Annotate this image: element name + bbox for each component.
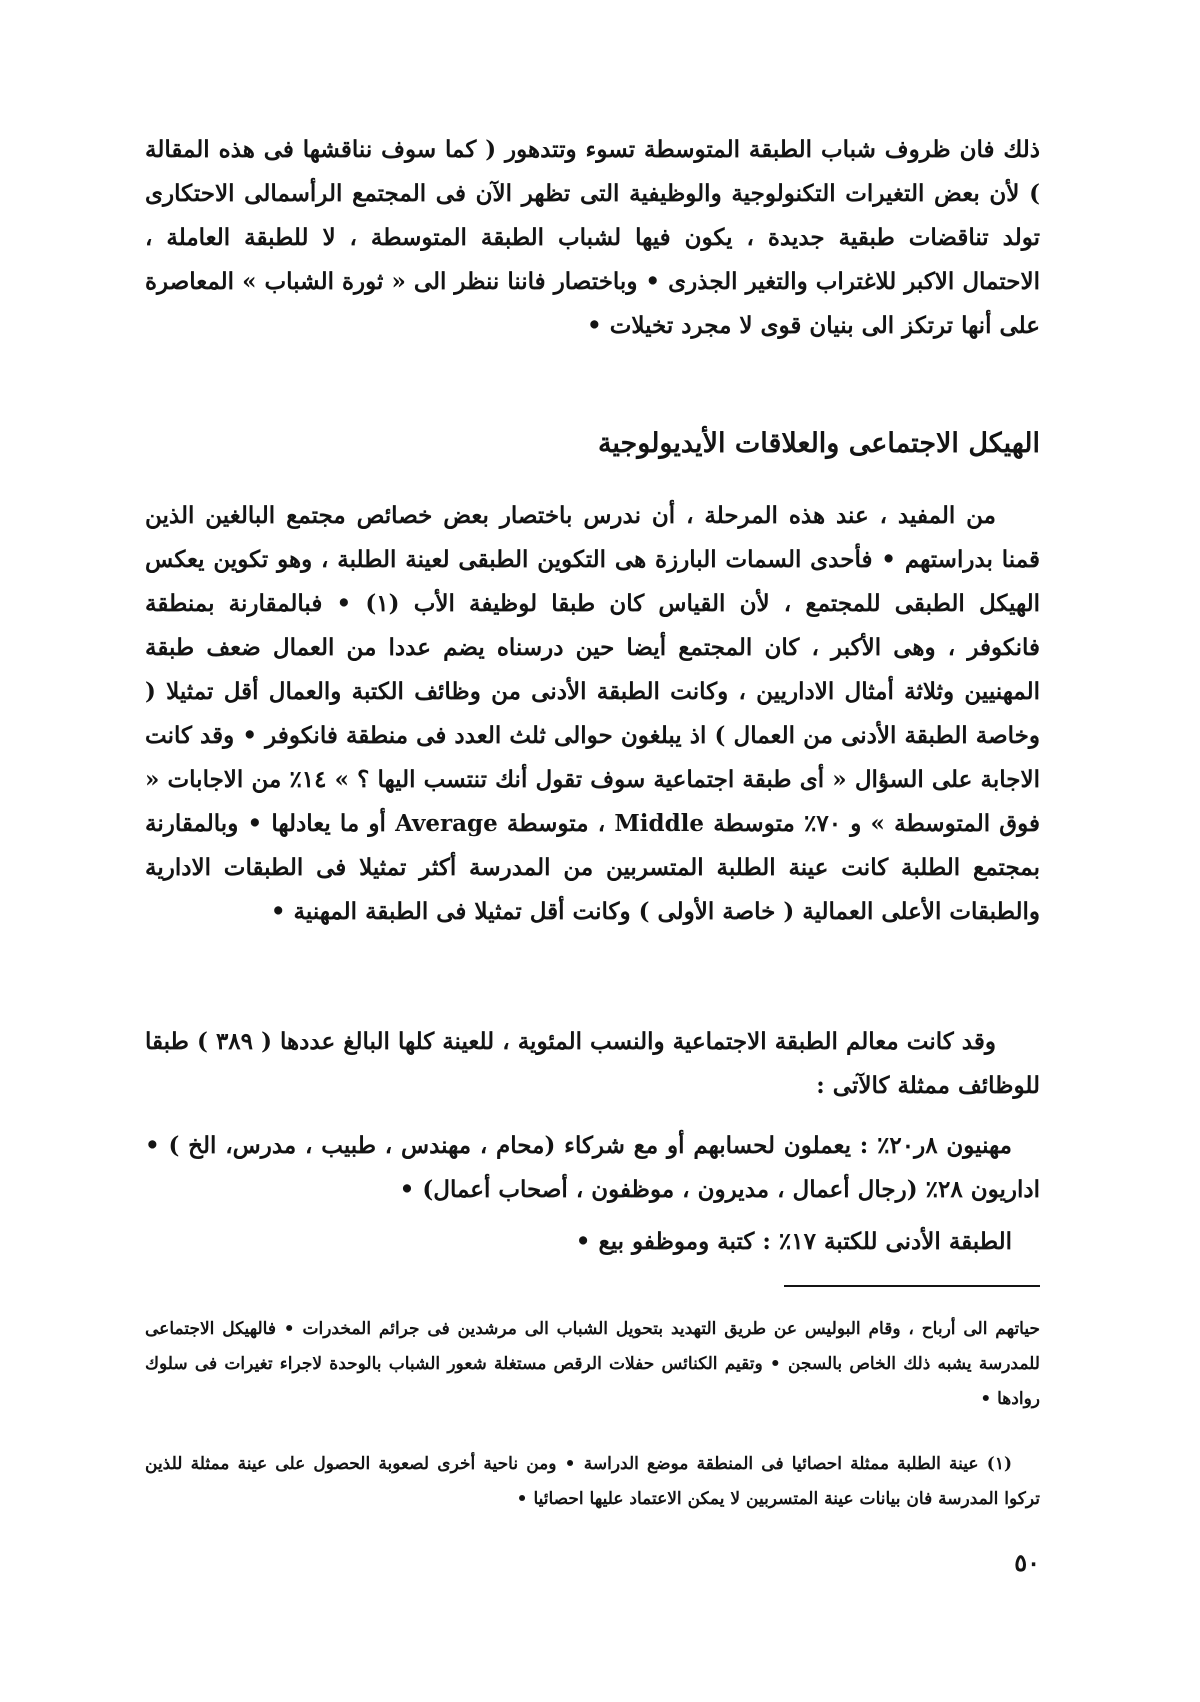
- paragraph-class-features: وقد كانت معالم الطبقة الاجتماعية والنسب المئوية ، للعينة كلها البالغ عددها ( ٣٨٩ ) طبقا للوظائف ممثلة كالآتى :: [145, 1028, 1040, 1099]
- list-item-lower-class: الطبقة الأدنى للكتبة ١٧٪ : كتبة وموظفو بيع •: [575, 1228, 1012, 1255]
- page-number: ٥٠: [1014, 1548, 1040, 1577]
- footnote-1: (١) عينة الطلبة ممثلة احصائيا فى المنطقة موضع الدراسة • ومن ناحية أخرى لصعوبة الحصول على عينة ممثلة للذين تركوا المدرسة فان بيانات عينة المتسربين لا يمكن الاعتماد عليها احصائيا •: [145, 1454, 1040, 1509]
- paragraph-intro-tail: ذلك فان ظروف شباب الطبقة المتوسطة تسوء وتتدهور ( كما سوف نناقشها فى هذه المقالة ) لأن بعض التغيرات التكنولوجية والوظيفية التى تظهر الآن فى المجتمع الرأسمالى الاحتكارى تولد تناقضات طبقية جديدة ، يكون فيها لشباب الطبقة المتوسطة ، لا للطبقة العاملة ، الاحتمال الاكبر للاغتراب والتغير الجذرى • وباختصار فاننا ننظر الى « ثورة الشباب » المعاصرة على أنها ترتكز الى بنيان قوى لا مجرد تخيلات •: [145, 136, 1040, 339]
- paragraph-middle-class: من المفيد ، عند هذه المرحلة ، أن ندرس باختصار بعض خصائص مجتمع البالغين الذين قمنا بدراستهم • فأحدى السمات البارزة هى التكوين الطبقى لعينة الطلبة ، وهو تكوين يعكس الهيكل الطبقى للمجتمع ، لأن القياس كان طبقا لوظيفة الأب (١) • فبالمقارنة بمنطقة فانكوفر ، وهى الأكبر ، كان المجتمع أيضا حين درسناه يضم عددا من العمال ضعف طبقة المهنيين وثلاثة أمثال الاداريين ، وكانت الطبقة الأدنى من وظائف الكتبة والعمال أقل تمثيلا ( وخاصة الطبقة الأدنى من العمال ) اذ يبلغون حوالى ثلث العدد فى منطقة فانكوفر • وقد كانت الاجابة على السؤال « أى طبقة اجتماعية سوف تقول أنك تنتسب اليها ؟ » ١٤٪ من الاجابات « فوق المتوسطة » و ٧٠٪ متوسطة Middle ، متوسطة Average أو ما يعادلها • وبالمقارنة بمجتمع الطلبة كانت عينة الطلبة المتسربين من المدرسة أكثر تمثيلا فى الطبقات الادارية والطبقات الأعلى العمالية ( خاصة الأولى ) وكانت أقل تمثيلا فى الطبقة المهنية •: [145, 502, 1040, 925]
- footnote-separator: [784, 1285, 1040, 1287]
- list-item-professionals: مهنيون ٨ر٢٠٪ : يعملون لحسابهم أو مع شركاء (محام ، مهندس ، طبيب ، مدرس، الخ ) • اداريون ٢٨٪ (رجال أعمال ، مديرون ، موظفون ، أصحاب أعمال) •: [145, 1132, 1040, 1203]
- footnote-continued: حياتهم الى أرباح ، وقام البوليس عن طريق التهديد بتحويل الشباب الى مرشدين فى جرائم المخدرات • فالهيكل الاجتماعى للمدرسة يشبه ذلك الخاص بالسجن • وتقيم الكنائس حفلات الرقص مستغلة شعور الشباب بالوحدة لاجراء تغيرات فى سلوك روادها •: [145, 1319, 1040, 1409]
- section-heading: الهيكل الاجتماعى والعلاقات الأيديولوجية: [597, 428, 1040, 459]
